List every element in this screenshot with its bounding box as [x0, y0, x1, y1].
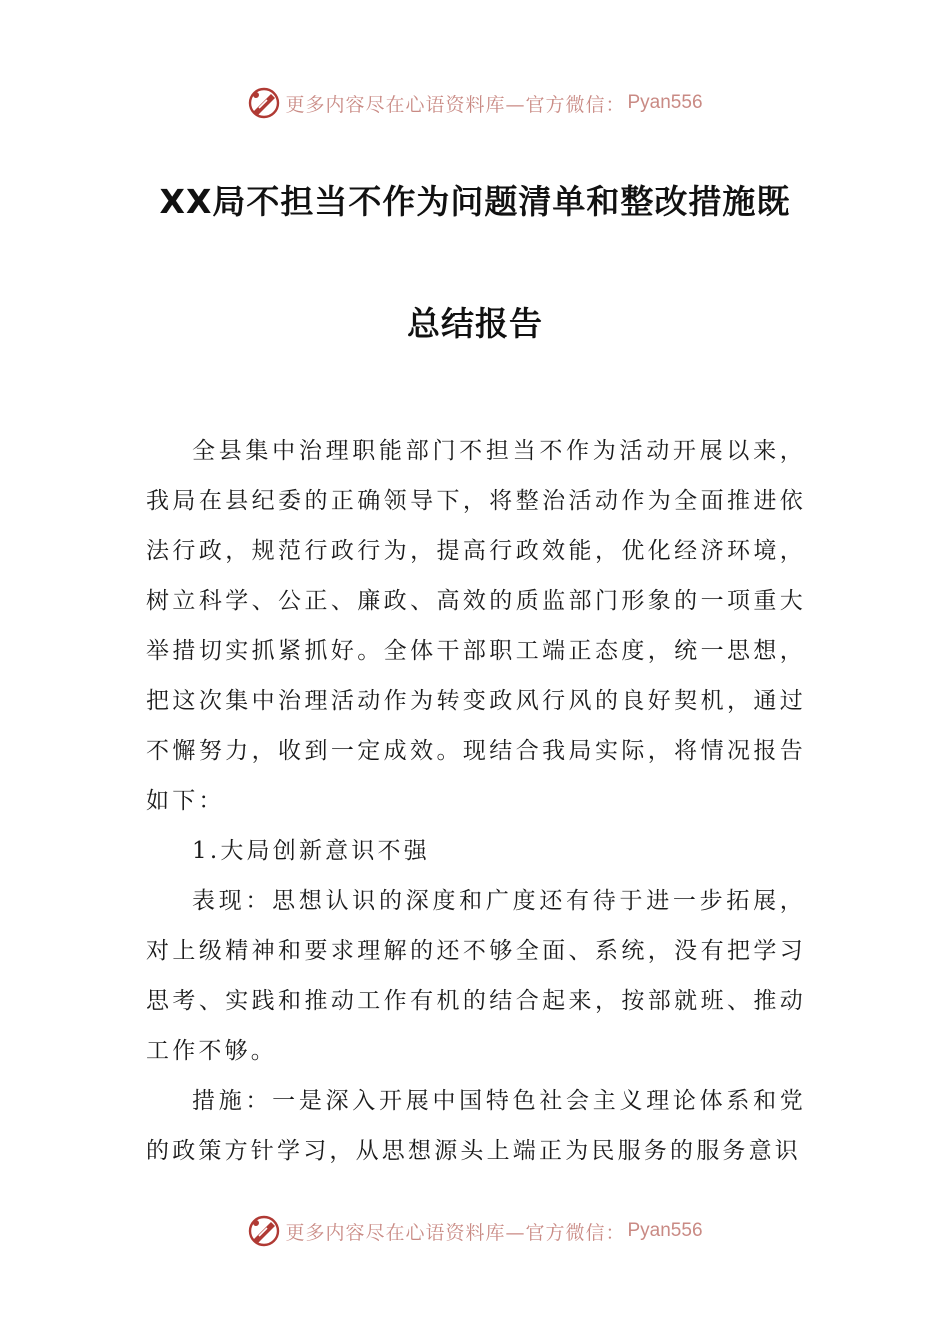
- paragraph-intro: 全县集中治理职能部门不担当不作为活动开展以来，我局在县纪委的正确领导下，将整治活动作为全面推进依法行政，规范行政行为，提高行政效能，优化经济环境，树立科学、公正、廉政、高效的质监部门形象的一项重大举措切实抓紧抓好。全体干部职工端正态度，统一思想，把这次集中治理活动作为转变政风行风的良好契机，通过不懈努力，收到一定成效。现结合我局实际，将情况报告如下：: [146, 438, 806, 814]
- watermark-banner-bottom: [0, 1208, 950, 1254]
- document-title-line-1: XX局不担当不作为问题清单和整改措施既: [159, 182, 791, 221]
- paragraph-heading: 1.大局创新意识不强: [192, 838, 430, 864]
- pen-logo-icon: [247, 86, 281, 120]
- document-body: [146, 426, 806, 1176]
- watermark-text: 更多内容尽在心语资料库—官方微信：: [285, 93, 626, 116]
- watermark-banner-top: [0, 80, 950, 126]
- watermark-id: Pyan556: [627, 92, 703, 113]
- watermark-text: 更多内容尽在心语资料库—官方微信：: [285, 1221, 626, 1244]
- pen-logo-icon: [247, 1214, 281, 1248]
- document-title-line-2: 总结报告: [407, 304, 543, 343]
- paragraph-manifestation: 表现：思想认识的深度和广度还有待于进一步拓展，对上级精神和要求理解的还不够全面、系统，没有把学习思考、实践和推动工作有机的结合起来，按部就班、推动工作不够。: [146, 888, 806, 1064]
- watermark-id: Pyan556: [627, 1220, 703, 1241]
- paragraph-measures: 措施：一是深入开展中国特色社会主义理论体系和党的政策方针学习，从思想源头上端正为民服务的服务意识: [146, 1088, 806, 1164]
